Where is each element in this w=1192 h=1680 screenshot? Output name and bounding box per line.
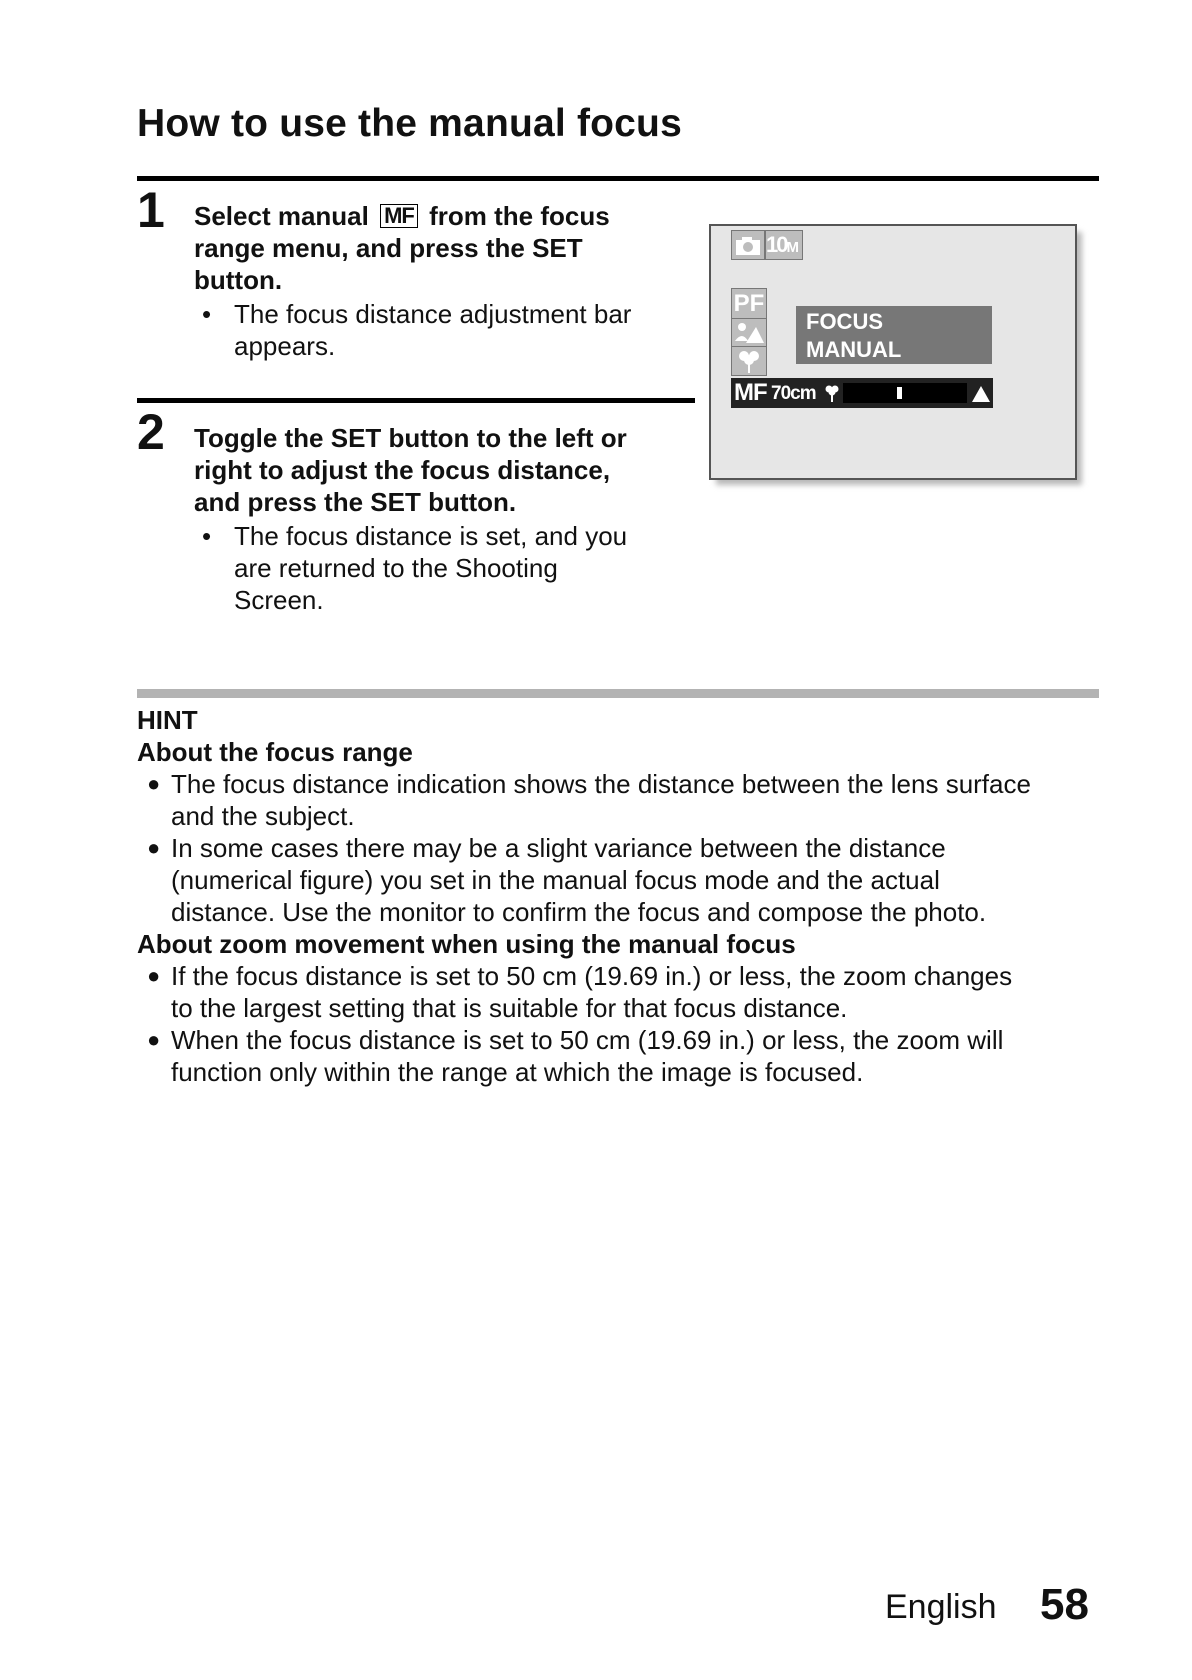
camera-screen — [709, 224, 1077, 480]
step-2-line1: Toggle the SET button to the left or — [194, 423, 627, 453]
infinity-mountain-icon — [971, 383, 991, 403]
menu-line-focus: FOCUS — [806, 309, 883, 334]
step-2-line2: right to adjust the focus distance, — [194, 455, 611, 485]
pf-icon: PF — [731, 288, 767, 320]
hint-item: ● When the focus distance is set to 50 cm (19.69 in.) or less, the zoom will function only within the range at which the image is focused. — [147, 1025, 1004, 1087]
step-1-text — [194, 200, 694, 296]
page-number: 58 — [1040, 1580, 1089, 1629]
menu-line-manual: MANUAL — [806, 337, 902, 362]
step-2-number: 2 — [137, 404, 165, 460]
hint-item: ● If the focus distance is set to 50 cm (19.69 in.) or less, the zoom changes to the largest setting that is suitable for that focus distance. — [147, 961, 1013, 1023]
camera-icon — [732, 231, 764, 259]
portrait-landscape-icon — [731, 318, 767, 348]
step-2-line3: and press the SET button. — [194, 487, 517, 517]
step-1-bullet — [202, 298, 682, 362]
step-2-bullet-line2: are returned to the Shooting — [234, 553, 558, 583]
mf-icon: MF — [380, 204, 418, 228]
hint-item: ● The focus distance indication shows the distance between the lens surface and the subject. — [147, 769, 1031, 831]
bullet-dot: ● — [147, 771, 161, 796]
resolution-icon: 10M — [765, 230, 803, 260]
footer-language: English — [885, 1588, 997, 1626]
focus-manual-menu — [796, 306, 992, 364]
section-rule-top — [137, 176, 1099, 181]
bullet-dot: ● — [147, 1027, 161, 1052]
section-rule-step2 — [137, 398, 695, 403]
step-1-line1a: Select manual — [194, 201, 369, 231]
bullet-dot: ● — [147, 835, 161, 860]
focus-distance-adjustment-bar — [731, 378, 993, 408]
step-1-bullet-line1: The focus distance adjustment bar — [234, 299, 632, 329]
focus-distance-value: 70cm — [771, 383, 816, 404]
mf-indicator: MF — [734, 379, 767, 406]
step-1-bullet-line2: appears. — [234, 331, 336, 361]
bullet-dot: ● — [147, 963, 161, 988]
hint-item: ● In some cases there may be a slight variance between the distance (numerical figure) you set in the manual focus mode and the actual distance. Use the monitor to confirm the focus and compose the photo. — [147, 833, 987, 927]
macro-end-icon — [823, 383, 841, 403]
step-1-line1b: from the focus — [429, 201, 610, 231]
step-2-bullet-line3: Screen. — [234, 585, 324, 615]
page-title: How to use the manual focus — [137, 102, 682, 145]
macro-flower-icon — [731, 346, 767, 376]
step-2-bullet — [202, 520, 682, 616]
step-2-text — [194, 422, 714, 518]
hint-section1-title: About the focus range — [137, 737, 413, 767]
hint-label: HINT — [137, 705, 198, 735]
focus-slider-track — [843, 383, 967, 403]
step-1-line3: button. — [194, 265, 283, 295]
bullet-char: • — [202, 299, 212, 329]
hint-section2-title: About zoom movement when using the manual focus — [137, 929, 796, 959]
step-1-number: 1 — [137, 182, 165, 238]
camera-mode-icon — [731, 230, 765, 260]
step-2-bullet-line1: The focus distance is set, and you — [234, 521, 628, 551]
hint-rule — [137, 689, 1099, 698]
bullet-char: • — [202, 521, 212, 551]
step-1-line2: range menu, and press the SET — [194, 233, 583, 263]
focus-slider-thumb — [897, 387, 902, 399]
